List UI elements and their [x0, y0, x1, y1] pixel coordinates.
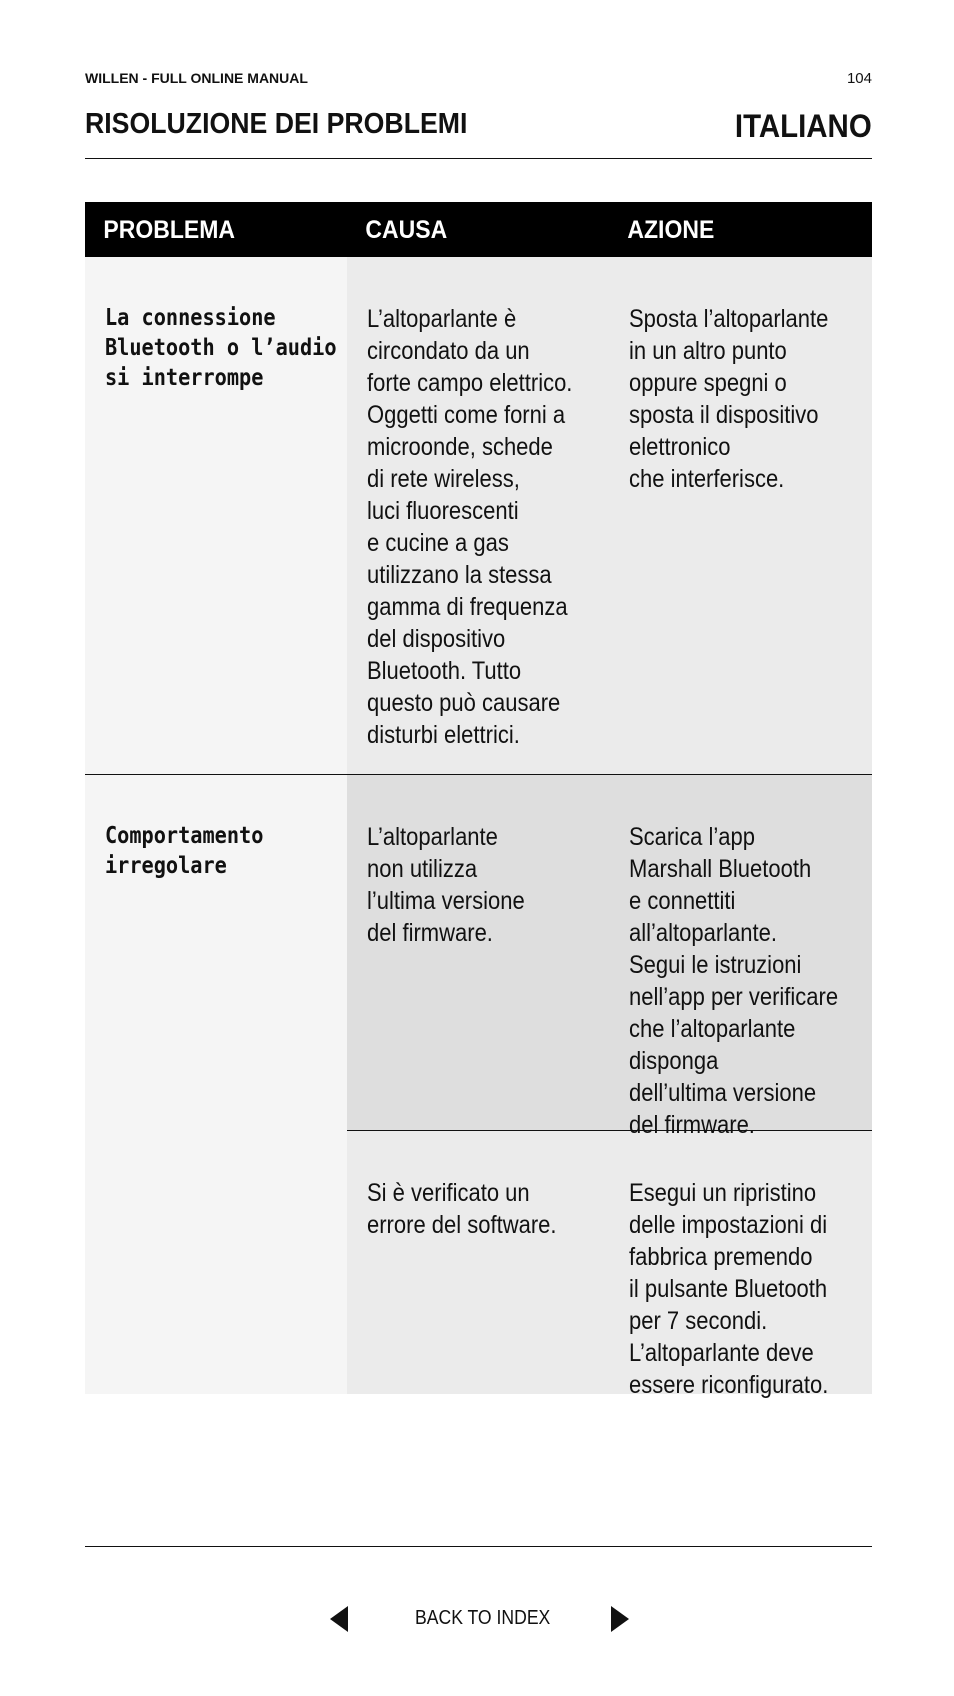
cause-text: Si è verificato un errore del software.: [367, 1179, 557, 1239]
doc-title: WILLEN - FULL ONLINE MANUAL: [85, 70, 308, 86]
problem-text: La connessione Bluetooth o l’audio si interrompe: [105, 305, 337, 391]
back-to-index-link[interactable]: BACK TO INDEX: [415, 1607, 551, 1629]
triangle-right-icon[interactable]: [611, 1606, 629, 1632]
cause-cell: [347, 775, 609, 1130]
action-cell: [609, 257, 872, 774]
problem-text: Comportamento irregolare: [105, 823, 264, 879]
language-label: ITALIANO: [735, 108, 872, 144]
running-header: [85, 70, 872, 88]
cause-text: L’altoparlante è circondato da un forte campo elettrico. Oggetti come forni a microonde, schede di rete wireless, luci fluorescenti e cucine a gas utilizzano la stessa gamma di frequenza del dispositivo Bluetooth. Tutto questo può causare disturbi elettrici.: [367, 305, 573, 749]
section-header: [85, 108, 872, 148]
action-cell: [609, 1131, 872, 1399]
page-navigation: [0, 1604, 954, 1634]
troubleshooting-table: [85, 202, 872, 1399]
sub-rows: [347, 775, 872, 1399]
section-title: RISOLUZIONE DEI PROBLEMI: [85, 108, 468, 140]
triangle-left-icon[interactable]: [330, 1606, 348, 1632]
problem-cell: [85, 257, 347, 774]
footer-divider: [85, 1546, 872, 1547]
sub-row: [347, 1131, 872, 1399]
action-text: Esegui un ripristino delle impostazioni di fabbrica premendo il pulsante Bluetooth per 7 secondi. L’altoparlante deve essere riconfigurato.: [629, 1179, 829, 1399]
cause-cell: [347, 257, 609, 774]
header-divider: [85, 158, 872, 159]
table-header-row: [85, 202, 872, 257]
problem-cell: [85, 775, 347, 1394]
cause-text: L’altoparlante non utilizza l’ultima versione del firmware.: [367, 823, 525, 947]
column-header-problem: PROBLEMA: [103, 216, 236, 244]
page-number: 104: [846, 70, 872, 87]
table-row: [85, 775, 872, 1399]
column-header-action: AZIONE: [627, 216, 715, 244]
sub-row: [347, 775, 872, 1139]
cause-cell: [347, 1131, 609, 1394]
action-cell: [609, 775, 872, 1139]
table-row: [85, 257, 872, 774]
action-text: Scarica l’app Marshall Bluetooth e connettiti all’altoparlante. Segui le istruzioni nell’app per verificare che l’altoparlante disponga dell’ultima versione del firmware.: [629, 823, 839, 1139]
action-text: Sposta l’altoparlante in un altro punto oppure spegni o sposta il dispositivo elettronico che interferisce.: [629, 305, 829, 493]
column-header-cause: CAUSA: [365, 216, 448, 244]
